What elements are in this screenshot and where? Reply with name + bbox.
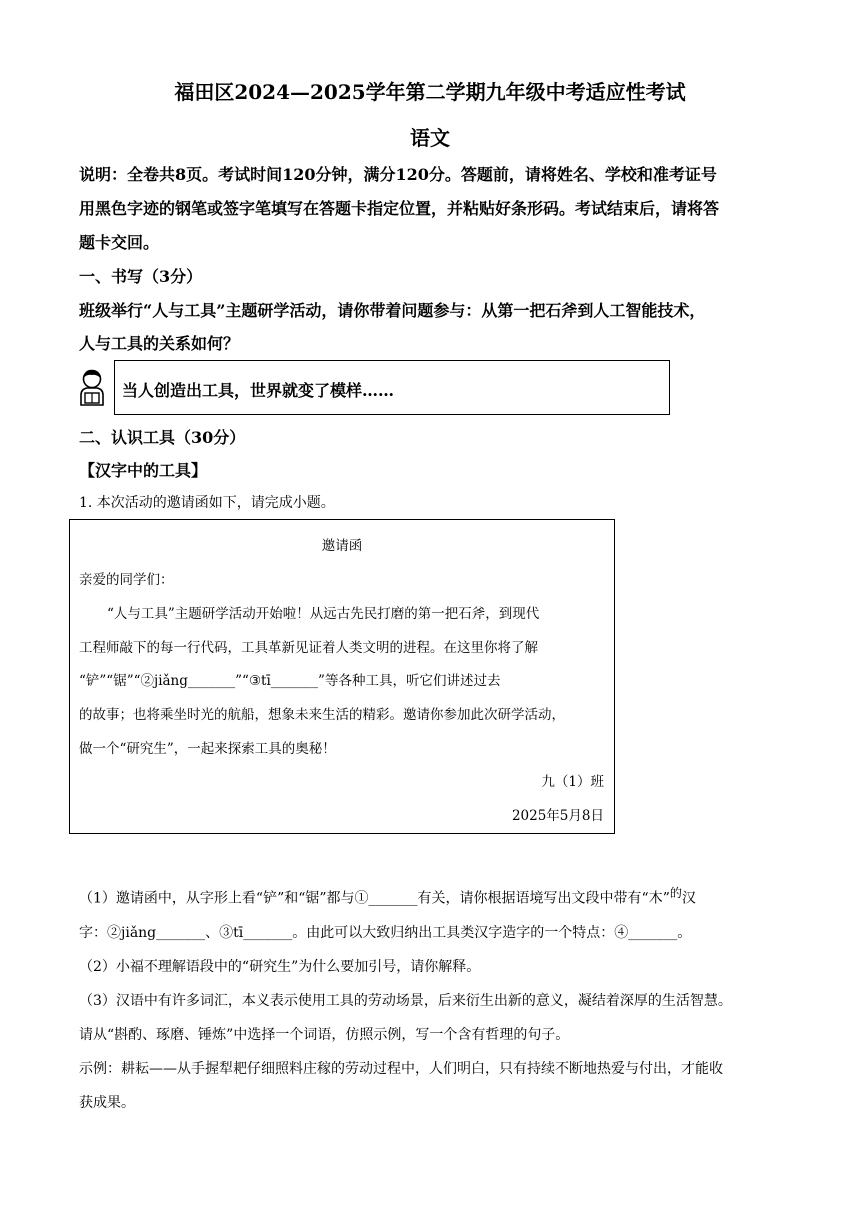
section-1-prompt-line-2: 人与工具的关系如何？ (79, 334, 240, 353)
student-reading-icon (77, 367, 107, 407)
invitation-line-5: 做一个“研究生”，一起来探索工具的奥秘！ (79, 741, 336, 757)
invitation-greeting: 亲爱的同学们： (79, 572, 174, 588)
instructions-line-2: 用黑色字迹的钢笔或签字笔填写在答题卡指定位置，并粘贴好条形码。考试结束后，请将答 (79, 199, 720, 218)
invitation-title: 邀请函 (321, 538, 363, 554)
question-1-1-line-2: 字：②jiǎng_______、③tī_______。由此可以大致归纳出工具类汉字造字的一个特点：④_______。 (79, 925, 692, 941)
question-1-3-line-2: 请从“斟酌、琢磨、锤炼”中选择一个词语，仿照示例，写一个含有哲理的句子。 (79, 1027, 570, 1043)
example-line-1: 示例：耕耘——从手握犁耙仔细照料庄稼的劳动过程中，人们明白，只有持续不断地热爱与付出，才能收 (79, 1061, 723, 1077)
invitation-line-1: “人与工具”主题研学活动开始啦！从远古先民打磨的第一把石斧，到现代 (107, 606, 540, 622)
exam-title: 福田区2024—2025学年第二学期九年级中考适应性考试 (174, 80, 686, 104)
section-1-heading: 一、书写（3分） (79, 267, 203, 286)
subject-title: 语文 (410, 126, 450, 150)
question-1-1-line-1: （1）邀请函中，从字形上看“铲”和“锯”都与①_______有关，请你根据语境写出文段中带有“木”$^的$汉 (79, 886, 696, 907)
question-1-3-line-1: （3）汉语中有许多词汇，本义表示使用工具的劳动场景，后来衍生出新的意义，凝结着深厚的生活智慧。 (79, 993, 732, 1009)
invitation-date: 2025年5月8日 (511, 808, 604, 824)
writing-prompt-text: 当人创造出工具，世界就变了模样…… (122, 381, 395, 400)
instructions-line-1: 说明：全卷共8页。考试时间120分钟，满分120分。答题前，请将姓名、学校和准考证号 (79, 165, 717, 184)
instructions-line-3: 题卡交回。 (79, 233, 160, 252)
invitation-line-2: 工程师敲下的每一行代码，工具革新见证着人类文明的进程。在这里你将了解 (79, 640, 538, 656)
invitation-signature: 九（1）班 (541, 774, 604, 790)
invitation-line-4: 的故事；也将乘坐时光的航船，想象未来生活的精彩。邀请你参加此次研学活动， (79, 707, 565, 723)
invitation-line-3: “铲”“锯”“②jiǎng_______”“③tī_______”等各种工具，听它们讲述过去 (79, 673, 501, 689)
section-1-prompt-line-1: 班级举行“人与工具”主题研学活动，请你带着问题参与：从第一把石斧到人工智能技术， (79, 301, 706, 320)
section-2-heading: 二、认识工具（30分） (79, 428, 246, 447)
example-line-2: 获成果。 (79, 1095, 135, 1111)
section-2-subheading: 【汉字中的工具】 (79, 461, 208, 480)
question-1-intro: 1. 本次活动的邀请函如下，请完成小题。 (79, 495, 335, 511)
question-1-2: （2）小福不理解语段中的“研究生”为什么要加引号，请你解释。 (79, 959, 481, 975)
